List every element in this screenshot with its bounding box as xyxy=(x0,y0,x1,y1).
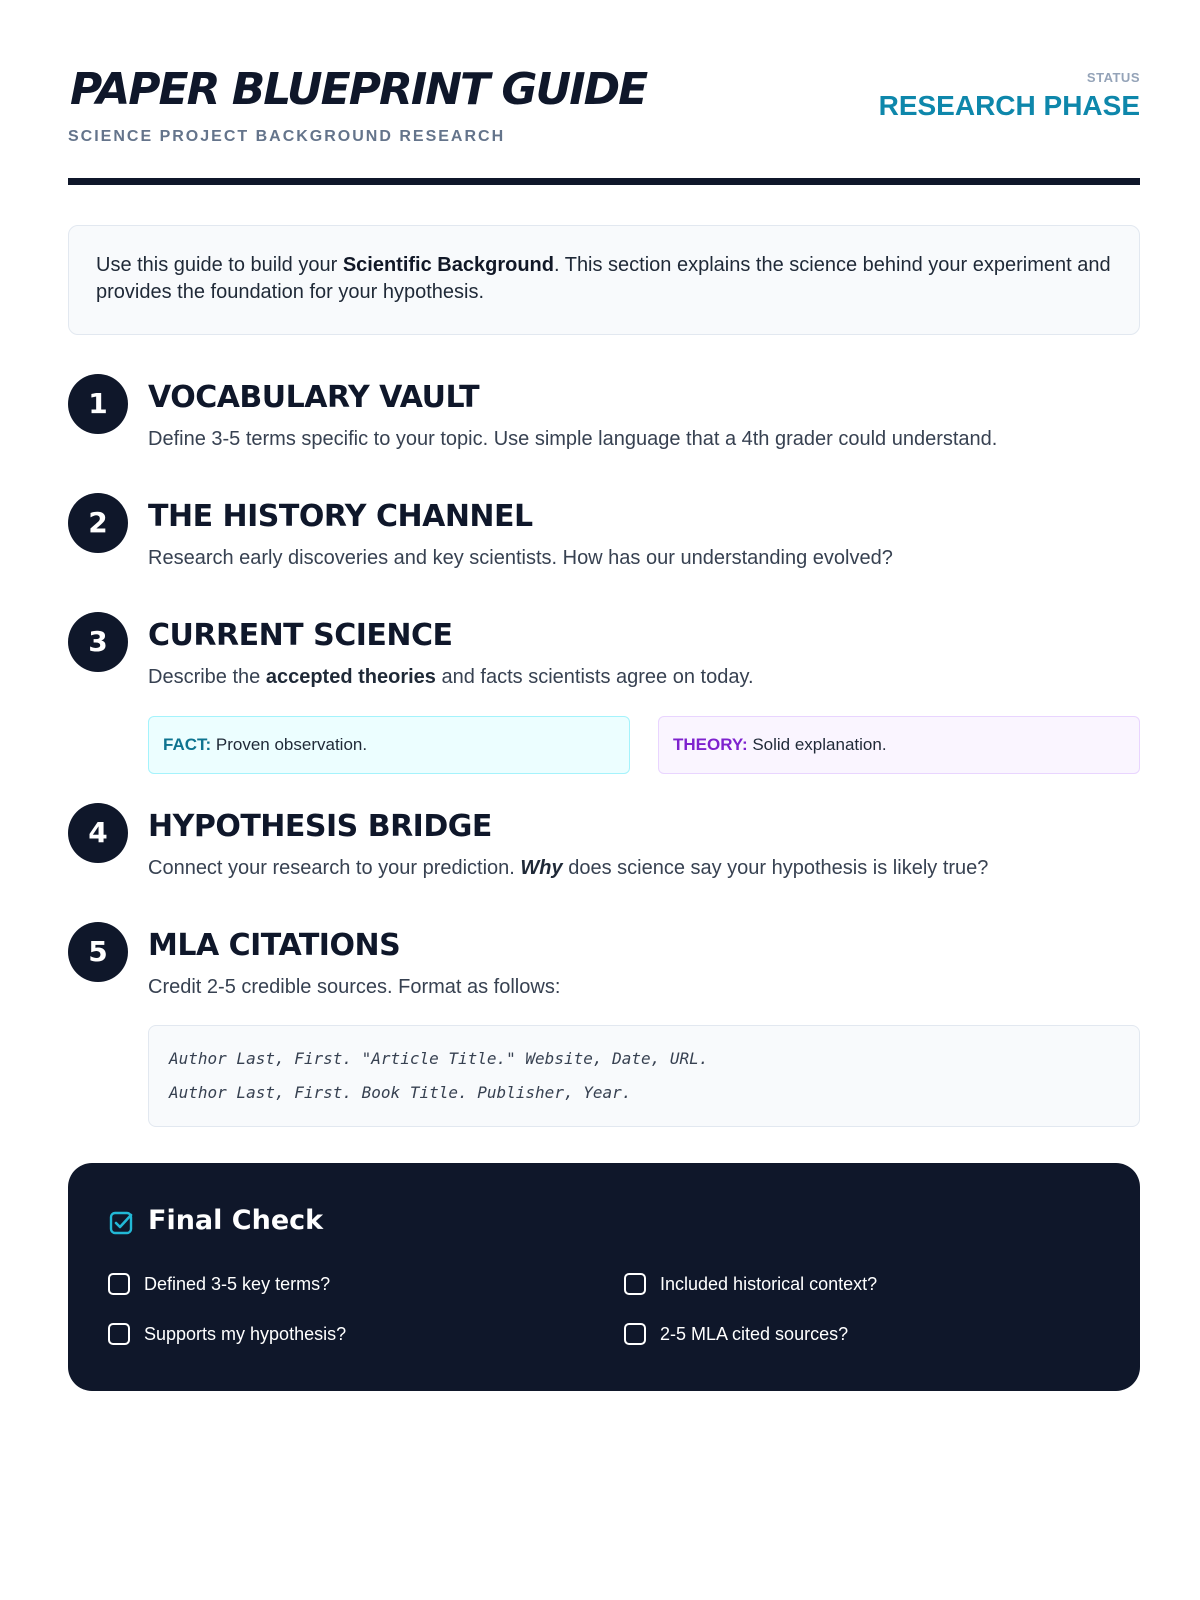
section-title: VOCABULARY VAULT xyxy=(148,380,480,415)
desc-end: does science say your hypothesis is likely true? xyxy=(562,857,989,879)
intro-text-end: . This section explains the science behind your experiment and provides the foundation for your hypothesis. xyxy=(96,254,1111,303)
section-title: HYPOTHESIS BRIDGE xyxy=(148,809,492,844)
checkbox[interactable] xyxy=(108,1273,130,1295)
page-subtitle: SCIENCE PROJECT BACKGROUND RESEARCH xyxy=(68,128,506,145)
desc-start: Connect your research to your prediction. xyxy=(148,857,521,879)
desc-start: Describe the xyxy=(148,666,266,688)
theory-box xyxy=(658,716,1140,774)
checkbox-checked-icon xyxy=(108,1210,134,1236)
citation-example-article: Author Last, First. "Article Title." Website, Date, URL. xyxy=(169,1049,709,1068)
checklist-item[interactable] xyxy=(624,1270,877,1298)
checkbox[interactable] xyxy=(624,1323,646,1345)
section-description xyxy=(148,857,988,880)
checklist-label: Defined 3-5 key terms? xyxy=(144,1273,331,1294)
checklist-item[interactable] xyxy=(624,1320,848,1348)
desc-end: and facts scientists agree on today. xyxy=(435,666,754,688)
checkbox[interactable] xyxy=(108,1323,130,1345)
fact-label: FACT: xyxy=(163,735,212,754)
header-divider xyxy=(68,178,1140,185)
section-title: MLA CITATIONS xyxy=(148,928,401,963)
checklist-label: Included historical context? xyxy=(660,1273,878,1294)
section-description: Define 3-5 terms specific to your topic. Use simple language that a 4th grader could understand. xyxy=(148,428,998,450)
desc-emphasis: Why xyxy=(520,857,563,879)
section-number: 1 xyxy=(68,374,128,434)
theory-label: THEORY: xyxy=(673,735,748,754)
fact-box xyxy=(148,716,630,774)
intro-text-bold: Scientific Background xyxy=(342,254,554,276)
section-title: CURRENT SCIENCE xyxy=(148,618,453,653)
citation-format-box xyxy=(148,1025,1140,1127)
final-check-title: Final Check xyxy=(148,1205,324,1236)
section-title: THE HISTORY CHANNEL xyxy=(148,499,533,534)
theory-text: Solid explanation. xyxy=(747,735,887,754)
citation-example-book: Author Last, First. Book Title. Publisher, Year. xyxy=(169,1083,632,1102)
header xyxy=(68,0,1140,188)
section-number: 5 xyxy=(68,922,128,982)
section-description: Research early discoveries and key scientists. How has our understanding evolved? xyxy=(148,547,893,569)
section-description xyxy=(148,666,754,689)
status-value: RESEARCH PHASE xyxy=(878,90,1140,121)
intro-text-start: Use this guide to build your xyxy=(96,254,343,276)
fact-text: Proven observation. xyxy=(211,735,368,754)
section-number: 4 xyxy=(68,803,128,863)
status-label: STATUS xyxy=(1086,70,1140,85)
checklist-label: Supports my hypothesis? xyxy=(144,1323,347,1344)
final-check-panel xyxy=(68,1163,1140,1391)
intro-box xyxy=(68,225,1140,335)
section-description: Credit 2-5 credible sources. Format as follows: xyxy=(148,976,561,998)
section-number: 3 xyxy=(68,612,128,672)
section-number: 2 xyxy=(68,493,128,553)
checklist-item[interactable] xyxy=(108,1270,330,1298)
checklist-item[interactable] xyxy=(108,1320,346,1348)
page-title: PAPER BLUEPRINT GUIDE xyxy=(70,64,647,115)
checklist-label: 2-5 MLA cited sources? xyxy=(660,1323,849,1344)
desc-bold: accepted theories xyxy=(265,666,436,688)
page xyxy=(68,0,1140,1344)
checkbox[interactable] xyxy=(624,1273,646,1295)
